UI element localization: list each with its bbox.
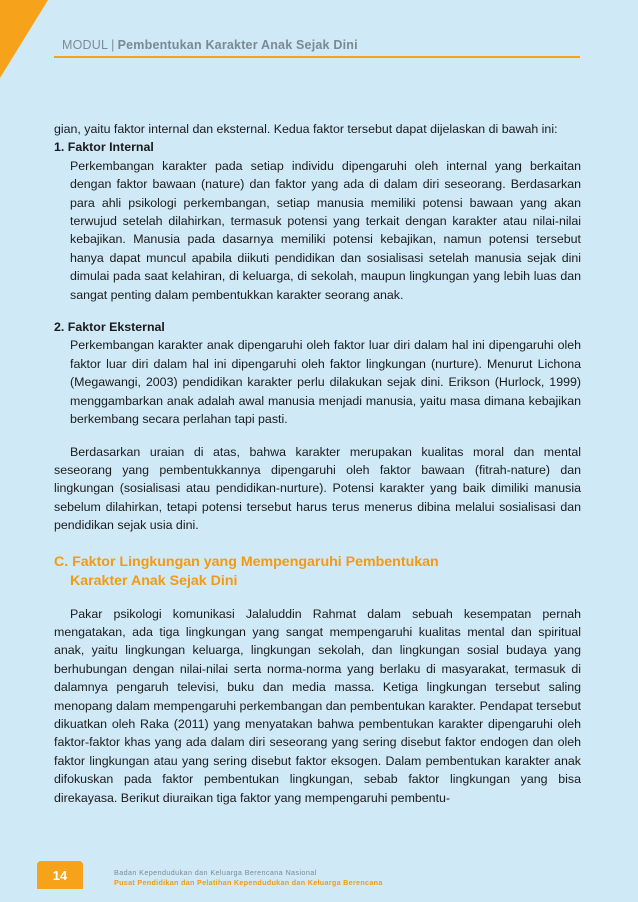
- corner-decoration: [0, 0, 48, 78]
- footer-org: [114, 868, 383, 888]
- spacer: [54, 429, 581, 443]
- footer-org-line1: Badan Kependudukan dan Keluarga Berencana Nasional: [114, 868, 317, 877]
- section-heading-line2: Karakter Anak Sejak Dini: [70, 572, 238, 589]
- header-separator: |: [111, 38, 115, 52]
- header-rule: [54, 56, 580, 58]
- summary-paragraph: Berdasarkan uraian di atas, bahwa karakter merupakan kualitas moral dan mental seseorang yang pembentukkannya dipengaruhi oleh faktor bawaan (fitrah-nature) dan lingkungan (sosialisasi atau pendidikan-nurture). Potensi karakter yang baik dimiliki manusia sebelum dilahirkan, tetapi potensi tersebut harus terus menerus dibina melalui sosialisasi dan pendidikan sejak usia dini.: [54, 444, 581, 533]
- list-item-title: 1. Faktor Internal: [54, 140, 154, 155]
- running-header: [62, 38, 358, 52]
- section-paragraph: Pakar psikologi komunikasi Jalaluddin Rahmat dalam sebuah kesempatan pernah mengatakan, ada tiga lingkungan yang sangat mempengaruhi kualitas mental dan spiritual anak, yaitu lingkungan keluarga, lingkungan sekolah, dan lingkungan sosial budaya yang berhubungan dengan nilai-nilai serta norma-norma yang berlaku di masyarakat, termasuk di dalamnya pengaruh televisi, buku dan media massa. Ketiga lingkungan tersebut saling menopang dalam mempengaruhi perkembangan dan pembentukan karakter. Pendapat tersebut dikuatkan oleh Raka (2011) yang menyatakan bahwa pembentukan karakter dipengaruhi oleh faktor-faktor khas yang ada dalam diri seseorang yang sering disebut faktor endogen dan oleh faktor lingkungan atau yang sering disebut faktor eksogen. Dalam pembentukan karakter anak difokuskan pada faktor pembentukan lingkungan, sebab faktor lingkungan yang bisa direkayasa. Berikut diuraikan tiga faktor yang mempengaruhi pembentu-: [54, 606, 581, 805]
- footer-org-line2: Pusat Pendidikan dan Pelatihan Kependudukan dan Keluarga Berencana: [114, 878, 383, 887]
- header-label: MODUL: [62, 38, 109, 52]
- spacer: [54, 304, 581, 318]
- section-heading-line1: C. Faktor Lingkungan yang Mempengaruhi Pembentukan: [54, 553, 439, 570]
- page-number: 14: [37, 861, 83, 889]
- list-item-title: 2. Faktor Eksternal: [54, 320, 165, 335]
- list-item-external: [54, 318, 581, 428]
- page-content: [54, 120, 581, 807]
- section-heading: [54, 553, 581, 591]
- list-item-text: Perkembangan karakter pada setiap individu dipengaruhi oleh internal yang berkaitan dengan faktor bawaan (nature) dan faktor yang ada di dalam diri seseorang. Berdasarkan para ahli psikologi perkembangan, setiap manusia memiliki potensi bawaan yang akan terwujud setelah dilahirkan, termasuk potensi yang terkait dengan karakter atau nilai-nilai kebajikan. Manusia pada dasarnya memiliki potensi kebajikan, namun potensi tersebut hanya dapat muncul apabila diikuti pendidikan dan sosialisasi setelah manusia sejak dini dimulai pada saat kelahiran, di keluarga, di sekolah, maupun lingkungan yang lebih luas dan sangat penting dalam pembentukkan karakter seorang anak.: [70, 158, 581, 302]
- list-item-text: Perkembangan karakter anak dipengaruhi oleh faktor luar diri dalam hal ini dipengaruhi oleh faktor luar diri dalam hal ini dipengaruhi oleh faktor lingkungan (nurture). Menurut Lichona (Megawangi, 2003) pendidikan karakter perlu dilakukan sejak dini. Erikson (Hurlock, 1999) menggambarkan anak adalah awal manusia menjadi manusia, yaitu masa dimana kebajikan berkembang secara perlahan tapi pasti.: [70, 338, 581, 427]
- intro-paragraph: gian, yaitu faktor internal dan eksternal. Kedua faktor tersebut dapat dijelaskan di bawah ini:: [54, 122, 558, 136]
- header-title: Pembentukan Karakter Anak Sejak Dini: [117, 38, 358, 52]
- list-item-internal: [54, 138, 581, 304]
